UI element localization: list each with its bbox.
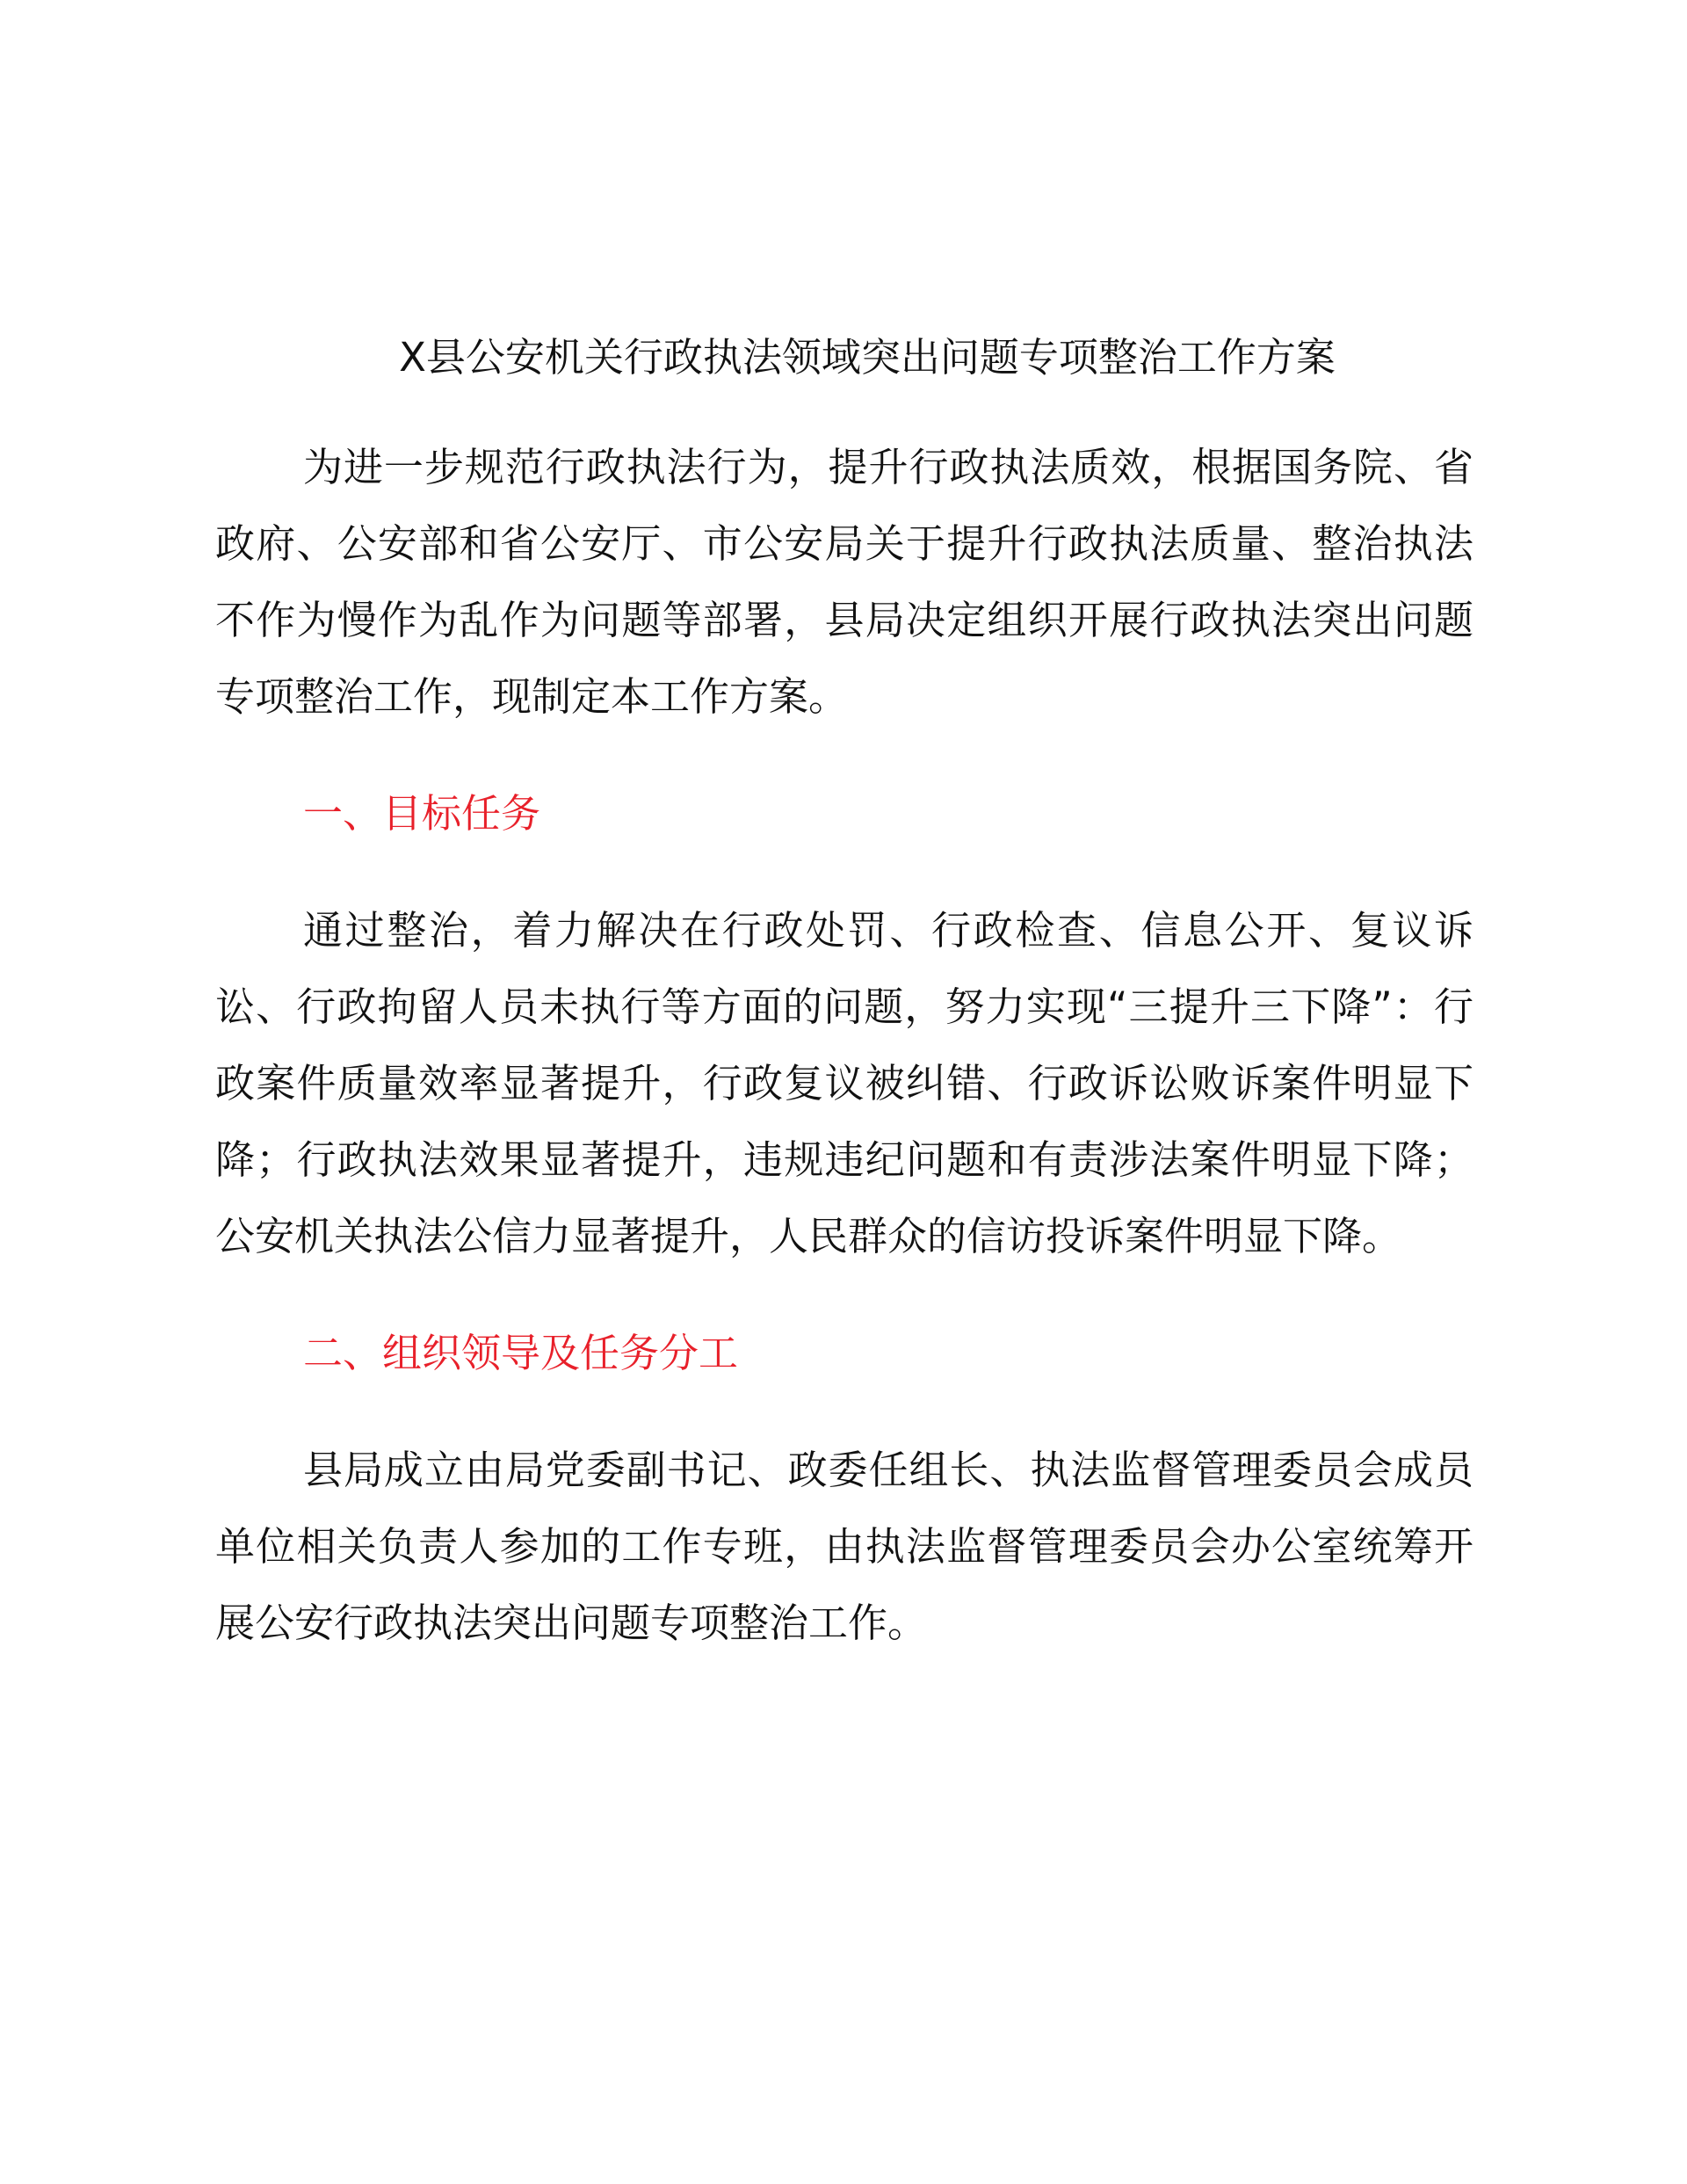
intro-paragraph: 为进一步规范行政执法行为，提升行政执法质效，根据国务院、省政府、公安部和省公安厅、市公安局关于提升行政执法质量、整治执法不作为慢作为乱作为问题等部署，县局决定组织开展行政执法突出问题专项整治工作，现制定本工作方案。	[215, 444, 1473, 720]
section-body-goals: 通过整治，着力解决在行政处罚、行政检查、信息公开、复议诉讼、行政拘留人员未执行等方面的问题，努力实现“三提升三下降”：行政案件质量效率显著提升，行政复议被纠错、行政诉讼败诉案件明显下降；行政执法效果显著提升，违规违纪问题和有责涉法案件明显下降；公安机关执法公信力显著提升，人民群众的信访投诉案件明显下降。	[215, 907, 1473, 1259]
section-body-organization: 县局成立由局党委副书记、政委任组长、执法监督管理委员会成员单位相关负责人参加的工作专班，由执法监督管理委员会办公室统筹开展公安行政执法突出问题专项整治工作。	[215, 1447, 1473, 1646]
section-heading-goals: 一、目标任务	[303, 790, 541, 837]
document-body	[215, 327, 1473, 1661]
section-heading-organization: 二、组织领导及任务分工	[303, 1330, 739, 1376]
document-title: X县公安机关行政执法领域突出问题专项整治工作方案	[399, 334, 1336, 381]
